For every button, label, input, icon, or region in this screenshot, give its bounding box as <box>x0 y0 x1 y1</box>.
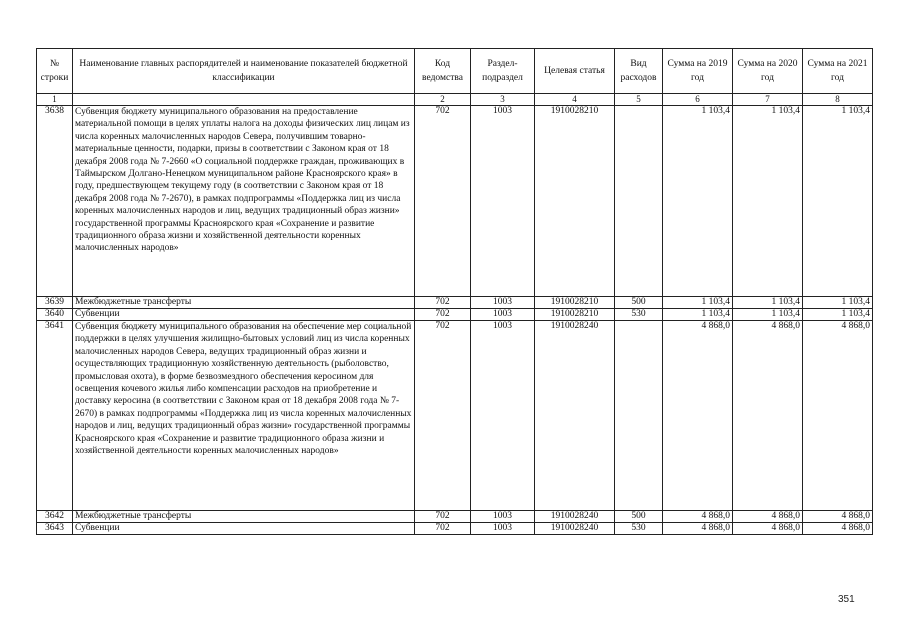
row-number: 3639 <box>37 297 73 309</box>
col-header-name: Наименование главных распорядителей и наименование показателей бюджетной классификации <box>73 49 415 94</box>
row-dept-code: 702 <box>415 297 471 309</box>
row-name: Межбюджетные трансферты <box>73 297 415 309</box>
row-sum-2021: 4 868,0 <box>803 523 873 535</box>
row-name: Субвенции <box>73 523 415 535</box>
col-header-dept: Код ведомства <box>415 49 471 94</box>
column-number: 6 <box>663 94 733 106</box>
col-header-target: Целевая статья <box>535 49 615 94</box>
col-header-sum-2020: Сумма на 2020 год <box>733 49 803 94</box>
row-name: Субвенции <box>73 309 415 321</box>
row-target: 1910028210 <box>535 309 615 321</box>
row-type: 500 <box>615 511 663 523</box>
col-header-num: № строки <box>37 49 73 94</box>
row-section: 1003 <box>471 523 535 535</box>
row-type: 500 <box>615 297 663 309</box>
col-header-sum-2021: Сумма на 2021 год <box>803 49 873 94</box>
row-target: 1910028240 <box>535 523 615 535</box>
row-name: Межбюджетные трансферты <box>73 511 415 523</box>
row-dept-code: 702 <box>415 511 471 523</box>
row-type: 530 <box>615 523 663 535</box>
col-header-type: Вид расходов <box>615 49 663 94</box>
column-number: 7 <box>733 94 803 106</box>
row-dept-code: 702 <box>415 309 471 321</box>
row-section: 1003 <box>471 297 535 309</box>
table-row <box>37 321 873 511</box>
column-number-row <box>37 94 873 106</box>
budget-table <box>36 48 873 535</box>
table-row <box>37 523 873 535</box>
col-header-sum-2019: Сумма на 2019 год <box>663 49 733 94</box>
row-type <box>615 321 663 511</box>
row-sum-2021: 4 868,0 <box>803 321 873 511</box>
row-sum-2021: 4 868,0 <box>803 511 873 523</box>
row-type: 530 <box>615 309 663 321</box>
row-section: 1003 <box>471 511 535 523</box>
column-number: 1 <box>37 94 73 106</box>
row-number: 3638 <box>37 106 73 297</box>
row-sum-2021: 1 103,4 <box>803 297 873 309</box>
row-sum-2020: 4 868,0 <box>733 321 803 511</box>
column-number: 2 <box>415 94 471 106</box>
row-section: 1003 <box>471 106 535 297</box>
row-sum-2019: 4 868,0 <box>663 523 733 535</box>
row-target: 1910028210 <box>535 297 615 309</box>
row-dept-code: 702 <box>415 321 471 511</box>
row-name: Субвенция бюджету муниципального образования на обеспечение мер социальной поддержки в целях улучшения жилищно-бытовых условий лиц из числа коренных малочисленных народов Севера, ведущих традиционный образ жизни и осуществляющих традиционную хозяйственную деятельность (рыболовство, промысловая охота), в форме безвозмездного обеспечения керосином для освещения кочевого жилья либо компенсации расходов на приобретение и доставку керосина (в соответствии с Законом края от 18 декабря 2008 года № 7-2670) в рамках подпрограммы «Поддержка лиц из числа коренных малочисленных народов и лиц, ведущих традиционный образ жизни» государственной программы Красноярского края «Сохранение и развитие традиционного образа жизни и хозяйственной деятельности коренных малочисленных народов» <box>73 321 415 511</box>
row-sum-2020: 1 103,4 <box>733 106 803 297</box>
page-number: 351 <box>838 594 855 605</box>
row-sum-2020: 4 868,0 <box>733 511 803 523</box>
row-dept-code: 702 <box>415 523 471 535</box>
row-number: 3642 <box>37 511 73 523</box>
row-type <box>615 106 663 297</box>
row-number: 3640 <box>37 309 73 321</box>
row-dept-code: 702 <box>415 106 471 297</box>
row-sum-2021: 1 103,4 <box>803 309 873 321</box>
row-target: 1910028240 <box>535 321 615 511</box>
row-sum-2019: 1 103,4 <box>663 309 733 321</box>
column-number: 5 <box>615 94 663 106</box>
row-number: 3641 <box>37 321 73 511</box>
row-target: 1910028210 <box>535 106 615 297</box>
row-sum-2020: 1 103,4 <box>733 297 803 309</box>
table-row <box>37 106 873 297</box>
table-row <box>37 511 873 523</box>
row-section: 1003 <box>471 321 535 511</box>
header-row <box>37 49 873 94</box>
row-sum-2019: 4 868,0 <box>663 511 733 523</box>
column-number: 3 <box>471 94 535 106</box>
row-section: 1003 <box>471 309 535 321</box>
row-sum-2019: 4 868,0 <box>663 321 733 511</box>
row-sum-2021: 1 103,4 <box>803 106 873 297</box>
row-number: 3643 <box>37 523 73 535</box>
row-name: Субвенция бюджету муниципального образования на предоставление материальной помощи в целях уплаты налога на доходы физических лиц лицам из числа коренных малочисленных народов Севера, получившим товарно-материальные ценности, подарки, призы в соответствии с Законом края от 18 декабря 2008 года № 7-2660 «О социальной поддержке граждан, проживающих в Таймырском Долгано-Ненецком муниципальном районе Красноярского края» в году, предшествующем текущему году (в соответствии с Законом края от 18 декабря 2008 года № 7-2670), в рамках подпрограммы «Поддержка лиц из числа коренных малочисленных народов и лиц, ведущих традиционный образ жизни» государственной программы Красноярского края «Сохранение и развитие традиционного образа жизни и хозяйственной деятельности коренных малочисленных народов» <box>73 106 415 297</box>
row-sum-2019: 1 103,4 <box>663 297 733 309</box>
column-number: 4 <box>535 94 615 106</box>
col-header-section: Раздел-подраздел <box>471 49 535 94</box>
column-number: 8 <box>803 94 873 106</box>
row-sum-2019: 1 103,4 <box>663 106 733 297</box>
row-sum-2020: 4 868,0 <box>733 523 803 535</box>
table-row <box>37 297 873 309</box>
table-row <box>37 309 873 321</box>
row-sum-2020: 1 103,4 <box>733 309 803 321</box>
row-target: 1910028240 <box>535 511 615 523</box>
